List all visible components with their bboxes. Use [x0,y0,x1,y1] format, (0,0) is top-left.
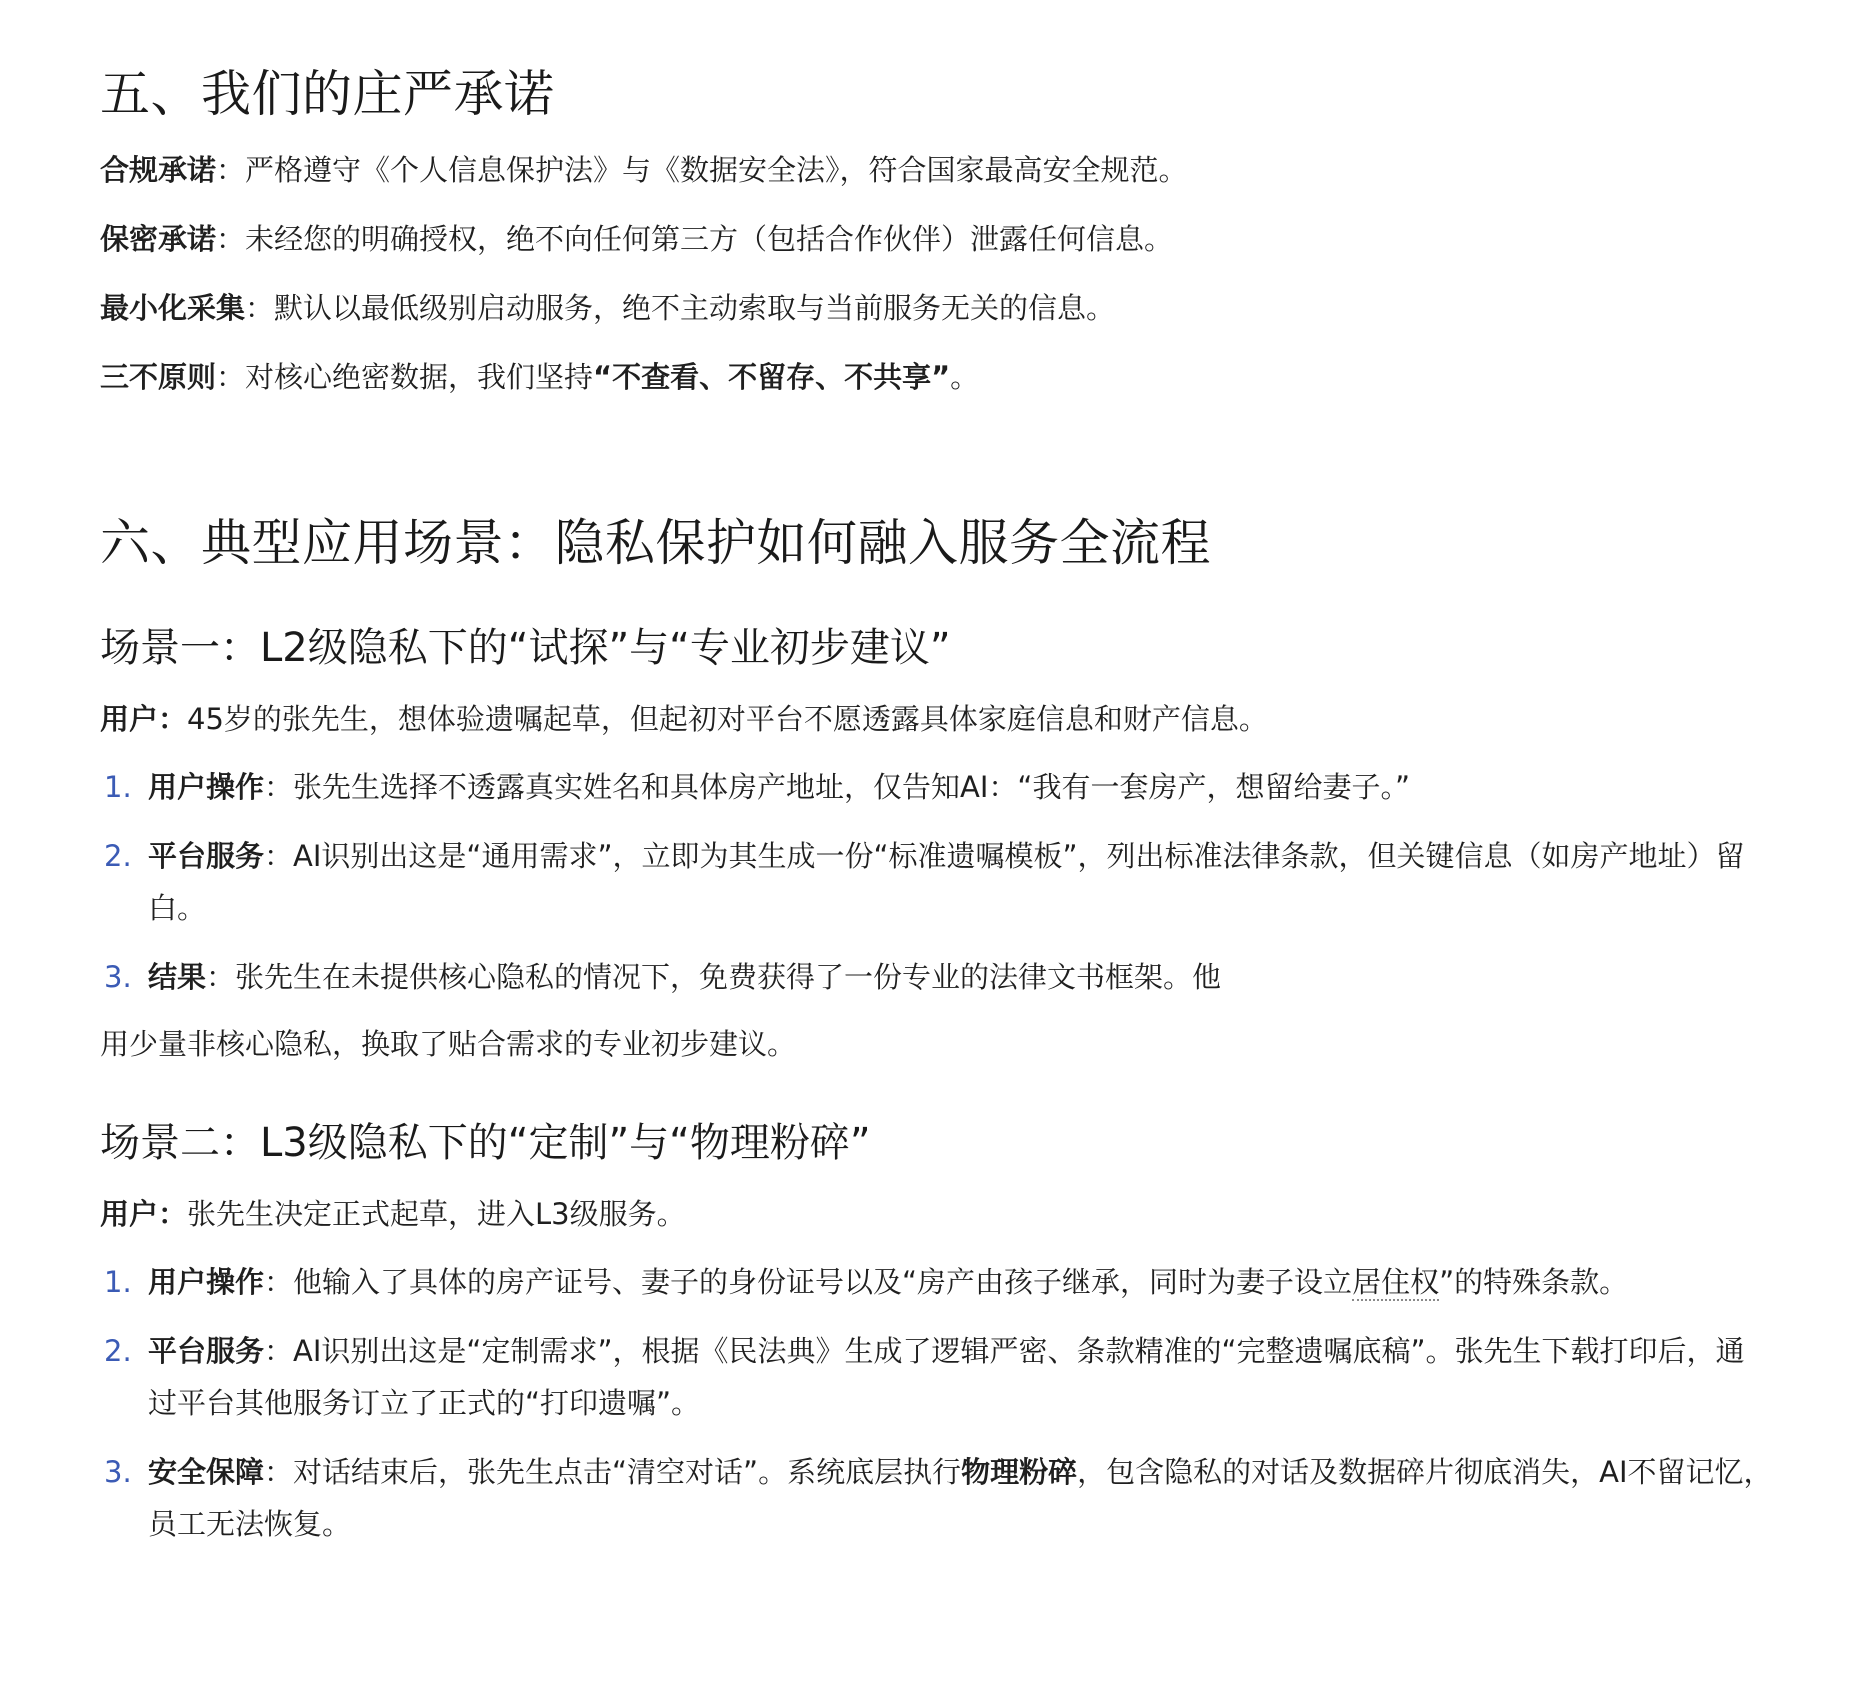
user-text: 45岁的张先生，想体验遗嘱起草，但起初对平台不愿透露具体家庭信息和财产信息。 [187,702,1268,736]
step-label: 平台服务 [148,1334,265,1368]
scenario2-steps [100,1256,1773,1550]
promise-item [100,215,1773,263]
step-label: 用户操作 [148,770,265,804]
section5-title: 五、我们的庄严承诺 [100,65,555,123]
promise-item [100,353,1773,401]
step-text: 他输入了具体的房产证号、妻子的身份证号以及“房产由孩子继承，同时为妻子设立 [293,1265,1353,1299]
scenario1-user [100,695,1773,743]
promise-tail: 。 [950,360,980,394]
user-text: 张先生决定正式起草，进入L3级服务。 [187,1197,686,1231]
step-text: 张先生选择不透露真实姓名和具体房产地址，仅告知AI：“我有一套房产，想留给妻子。” [293,770,1410,804]
step-label: 平台服务 [148,839,265,873]
step-text-after: ，包含隐私的对话及数据碎片彻底消失，AI不留记忆，员工无法恢复。 [148,1455,1773,1541]
separator: ： [264,1455,294,1489]
list-item [100,1256,1773,1308]
user-label: 用户： [100,702,188,736]
separator: ： [264,1334,294,1368]
separator: ： [216,360,246,394]
scenario1-trailing-text: 用少量非核心隐私，换取了贴合需求的专业初步建议。 [100,1027,797,1061]
section6-title: 六、典型应用场景：隐私保护如何融入服务全流程 [100,514,1211,572]
separator: ： [245,291,275,325]
step-label: 用户操作 [148,1265,265,1299]
promise-text: 未经您的明确授权，绝不向任何第三方（包括合作伙伴）泄露任何信息。 [245,222,1174,256]
separator: ： [264,770,294,804]
list-item [100,830,1773,934]
list-item [100,1325,1773,1429]
promise-text: 默认以最低级别启动服务，绝不主动索取与当前服务无关的信息。 [274,291,1116,325]
promise-emphasis: “不查看、不留存、不共享” [593,360,951,394]
scenario2-title: 场景二：L3级隐私下的“定制”与“物理粉碎” [100,1120,871,1166]
promise-list [100,146,1773,401]
separator: ： [206,960,236,994]
step-text-after: ”的特殊条款。 [1439,1265,1629,1299]
document [0,64,1873,1550]
separator: ： [216,222,246,256]
step-text: AI识别出这是“通用需求”，立即为其生成一份“标准遗嘱模板”，列出标准法律条款，但关键信息（如房产地址）留白。 [148,839,1745,925]
user-label: 用户： [100,1197,188,1231]
list-number: 2. [104,839,132,873]
promise-label: 最小化采集 [100,291,246,325]
scenario2-user [100,1190,1773,1238]
promise-label: 保密承诺 [100,222,217,256]
promise-item [100,146,1773,194]
step-emphasis: 物理粉碎 [961,1455,1078,1489]
separator: ： [264,1265,294,1299]
scenario1-title: 场景一：L2级隐私下的“试探”与“专业初步建议” [100,625,951,671]
list-number: 2. [104,1334,132,1368]
separator: ： [216,153,246,187]
term-link[interactable]: 居住权 [1352,1265,1440,1299]
list-item [100,761,1773,813]
step-text: 对话结束后，张先生点击“清空对话”。系统底层执行 [293,1455,962,1489]
list-item [100,1446,1773,1550]
list-number: 3. [104,1455,132,1489]
step-label: 安全保障 [148,1455,265,1489]
step-text: AI识别出这是“定制需求”，根据《民法典》生成了逻辑严密、条款精准的“完整遗嘱底稿”。张先生下载打印后，通过平台其他服务订立了正式的“打印遗嘱”。 [148,1334,1745,1420]
list-number: 3. [104,960,132,994]
list-number: 1. [104,1265,132,1299]
promise-label: 合规承诺 [100,153,217,187]
promise-label: 三不原则 [100,360,217,394]
promise-text: 对核心绝密数据，我们坚持 [245,360,594,394]
promise-item [100,284,1773,332]
list-item [100,951,1773,1003]
promise-text: 严格遵守《个人信息保护法》与《数据安全法》，符合国家最高安全规范。 [245,153,1188,187]
step-text: 张先生在未提供核心隐私的情况下，免费获得了一份专业的法律文书框架。他 [235,960,1222,994]
separator: ： [264,839,294,873]
step-label: 结果 [148,960,207,994]
scenario1-steps [100,761,1773,1003]
list-number: 1. [104,770,132,804]
